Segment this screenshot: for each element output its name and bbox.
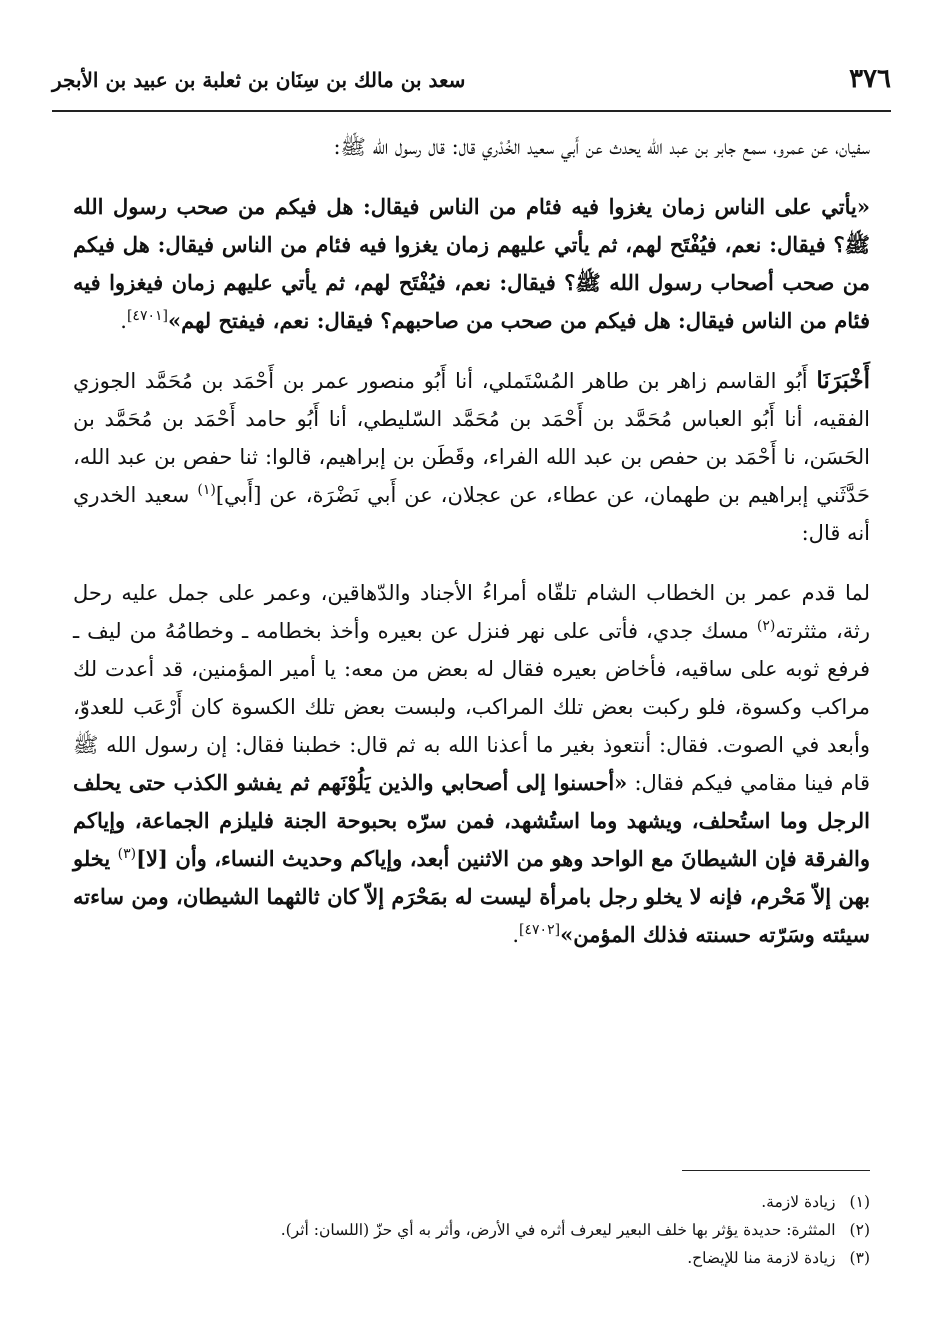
footnote-marker-1: (١) xyxy=(197,482,216,498)
paragraph-3 xyxy=(73,362,870,552)
hadith-quote-1: «يأتي على الناس زمان يغزوا فيه فئام من الناس فيقال: هل فيكم من صحب رسول الله ﷺ؟ فيقال: نعم، فيُفْتَح لهم، ثم يأتي عليهم زمان يغزوا فيه فئام من الناس فيقال: هل فيكم من صحب أصحاب رسول الله ﷺ؟ فيقال: نعم، فيُفْتَح لهم، ثم يأتي عليهم زمان فيغزوا فيه فئام من الناس فيقال: هل فيكم من صحب من صاحبهم؟ فيقال: نعم، فيفتح لهم» xyxy=(73,194,870,333)
page-header xyxy=(52,62,891,102)
period: . xyxy=(120,309,127,333)
isnad-text-end: سعيد الخدري أنه قال: xyxy=(73,483,870,545)
page-number: ٣٧٦ xyxy=(849,64,891,94)
footnote-marker-2: (٢) xyxy=(756,618,776,634)
footnote-rule xyxy=(682,1170,870,1171)
footnote-text: زيادة لازمة منا للإيضاح. xyxy=(687,1249,836,1267)
paragraph-2 xyxy=(73,188,870,340)
footnote-number: (٣) xyxy=(849,1249,870,1267)
hadith-quote-2: «أحسنوا إلى أصحابي والذين يَلُوْنَهم ثم يفشو الكذب حتى يحلف الرجل وما استُحلف، ويشهد وما استُشهد، فمن سرّه بحبوحة الجنة فليلزم الجماعة، وإياكم والفرقة فإن الشيطانَ مع الواحد وهو من الاثنين أبعد، وإياكم وحديث النساء، وأن [لا] xyxy=(73,770,871,871)
footnote-text: المثثرة: حديدة يؤثر بها خلف البعير ليعرف أثره في الأرض، وأثر به أي حزّ (اللسان: أثر). xyxy=(280,1221,836,1239)
paragraph-1-text: سفيان، عن عمرو، سمع جابر بن عبد الله يحدث عن أَبي سعيد الخُدْري قال: قال رسول الله ﷺ: xyxy=(333,135,870,159)
footnote-2 xyxy=(73,1216,870,1244)
period: . xyxy=(512,923,520,947)
paragraph-4 xyxy=(73,574,870,954)
hadith-quote-2-end: يخلو بهن إلاّ مَحْرم، فإنه لا يخلو رجل بامرأة ليست له بمَحْرَم إلاّ كان ثالثهما الشيطان، ومن ساءته سيئته وسَرّته حسنته فذلك المؤمن» xyxy=(73,846,870,947)
narration-text: لما قدم عمر بن الخطاب الشام تلقّاه أمراءُ الأجناد والدّهاقين، وعمر على جمل عليه رحل رثة، مثثرته xyxy=(73,581,870,643)
footnote-text: زيادة لازمة. xyxy=(761,1193,836,1211)
footnote-marker-3: (٣) xyxy=(117,846,137,862)
footnote-number: (١) xyxy=(849,1193,870,1211)
narration-text-continued: مسك جدي، فأتى على نهر فنزل عن بعيره وأخذ بخطامه ـ وخطامُهُ من ليف ـ فرفع ثوبه على ساقيه، فأخاض بعيره فقال له بعض من معه: يا أمير المؤمنين، قد أعدت لك مراكب وكسوة، فلو ركبت بعض تلك المراكب، ولبست بعض تلك الكسوة كان أَرْعَب للعدوّ، وأبعد في الصوت. فقال: أنتعوذ بغير ما أعذنا الله به ثم قال: خطبنا فقال: إن رسول الله ﷺ قام فينا مقامي فيكم فقال: xyxy=(73,619,871,795)
header-rule xyxy=(52,110,891,112)
isnad-text: أَبُو القاسم زاهر بن طاهر المُسْتَملي، أنا أَبُو منصور عمر بن أَحْمَد بن مُحَمَّد الجوزي الفقيه، أنا أَبُو العباس مُحَمَّد بن أَحْمَد بن مُحَمَّد السّليطي، أنا أَبُو حامد أَحْمَد بن مُحَمَّد بن الحَسَن، نا أَحْمَد بن حفص بن عبد الله الفراء، وقَطَن بن إبراهيم، قالوا: ثنا حفص بن عبد الله، حَدَّثَني إبراهيم بن طهمان، عن عطاء، عن عجلان، عن أَبي نَضْرَة، عن [أَبي] xyxy=(73,369,870,507)
footnotes xyxy=(73,1188,870,1272)
hadith-ref-4702: [٤٧٠٢] xyxy=(519,922,561,938)
running-title: سعد بن مالك بن سِنَان بن ثعلبة بن عبيد بن الأبجر xyxy=(52,68,466,92)
isnad-lead-word: أَخْبَرَنَا xyxy=(816,367,870,394)
main-text xyxy=(73,128,870,976)
footnote-3 xyxy=(73,1244,870,1272)
hadith-ref-4701: [٤٧٠١] xyxy=(126,308,168,324)
footnote-number: (٢) xyxy=(849,1221,870,1239)
paragraph-1 xyxy=(73,128,870,166)
footnote-1 xyxy=(73,1188,870,1216)
